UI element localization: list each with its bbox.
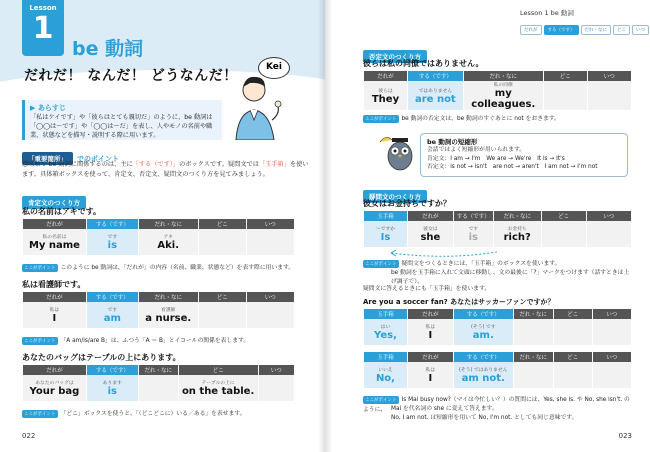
step-what: だれ・なに bbox=[581, 25, 612, 35]
ex1-heading: 私の名前はアキです。 bbox=[22, 207, 102, 216]
outline-box bbox=[22, 100, 222, 140]
a2-when-cell bbox=[592, 362, 631, 388]
q-do-cell: です is bbox=[453, 221, 493, 247]
col-who: だれが bbox=[23, 292, 87, 302]
col-when: いつ bbox=[586, 211, 631, 221]
a1-where-cell bbox=[553, 319, 592, 345]
q-table bbox=[363, 211, 631, 247]
col-where: どこ bbox=[178, 365, 258, 375]
col-what: だれ・なに bbox=[493, 211, 541, 221]
a2-who-cell: 私は I bbox=[407, 362, 453, 388]
col-what: だれ・なに bbox=[138, 292, 198, 302]
a2-what-cell bbox=[513, 362, 553, 388]
q-intro: 疑問文に答えるときにも「玉手箱」を使います。 bbox=[363, 286, 491, 292]
col-do: する（です） bbox=[453, 211, 493, 221]
ex3-table bbox=[22, 365, 294, 401]
ex3-do-cell: あります is bbox=[86, 375, 138, 401]
short-form-line2: 肯定文：I am → I'm We are → We're It is → It's bbox=[427, 155, 565, 162]
col-do: する（です） bbox=[407, 71, 463, 81]
q-note-1: ここがポイント 疑問文をつくるときには、「玉手箱」のボックスを使います。 bbox=[365, 261, 561, 267]
neg-where-cell bbox=[543, 81, 587, 110]
neg-do-cell: ではありません are not bbox=[407, 81, 463, 110]
ex2-table bbox=[22, 292, 294, 328]
col-who: だれが bbox=[23, 219, 87, 229]
ex3-note: ここがポイント 「どこ」ボックスを使うと、「（どこどこに）いる／ある」を表せます。 bbox=[24, 411, 246, 417]
short-form-line3: 否定文：is not → isn't are not → aren't I am not → I'm not bbox=[427, 164, 598, 170]
ex1-who-cell: 私の名前は My name bbox=[23, 229, 87, 255]
step-who: だれが bbox=[520, 25, 542, 35]
neg-who-cell: 彼らは They bbox=[364, 81, 408, 110]
col-where: どこ bbox=[553, 352, 592, 362]
point-tag: 「重要箇所」 bbox=[22, 152, 73, 165]
col-who: だれが bbox=[407, 309, 453, 319]
col-when: いつ bbox=[592, 352, 631, 362]
q-what-cell: お金持ち rich? bbox=[493, 221, 541, 247]
a-note-2: Mai を代名詞の she に変えて答えます。 bbox=[391, 406, 498, 412]
neg-note: ここがポイント be 動詞の否定文は、be 動詞のすぐあとに not をおきます。 bbox=[365, 116, 560, 122]
a1-what-cell bbox=[513, 319, 553, 345]
col-where: どこ bbox=[198, 219, 246, 229]
a1-who-cell: 私は I bbox=[407, 319, 453, 345]
ex2-where-cell bbox=[198, 302, 246, 328]
a2-do-cell: (そう) ではありません am not. bbox=[453, 362, 513, 388]
col-do: する（です） bbox=[86, 365, 138, 375]
ex1-do-cell: です is bbox=[86, 229, 138, 255]
a2-where-cell bbox=[553, 362, 592, 388]
col-tamatebako: 玉手箱 bbox=[364, 211, 408, 221]
ex3-where-cell: テーブルの上に on the table. bbox=[178, 375, 258, 401]
ex1-table bbox=[22, 219, 294, 255]
ex1-what-cell: アキ Aki. bbox=[138, 229, 198, 255]
a1-tama-cell: はい Yes, bbox=[364, 319, 408, 345]
short-form-title: be 動詞の短縮形 bbox=[427, 138, 478, 146]
outline-text: 「私はケイです」や「彼らはとても親切だ」のように、be 動詞は「◯◯は〜です」や「◯◯は〜だ」を表し、人やモノの名前や職業、状態などを描写・説明する際に用います。 bbox=[30, 114, 213, 139]
affirm-tag: 肯定文のつくり方 bbox=[22, 196, 86, 209]
q-heading: 彼女はお金持ちですか？ bbox=[363, 199, 451, 208]
col-when: いつ bbox=[587, 71, 631, 81]
col-do: する（です） bbox=[453, 352, 513, 362]
neg-table bbox=[363, 71, 631, 110]
lesson-number: 1 bbox=[32, 11, 54, 46]
point-tag-suffix: でのポイント bbox=[77, 155, 119, 163]
answer-yes-table bbox=[363, 309, 631, 345]
col-who: だれが bbox=[407, 211, 453, 221]
col-where: どこ bbox=[543, 71, 587, 81]
neg-when-cell bbox=[587, 81, 631, 110]
ex2-what-cell: 看護師 a nurse. bbox=[138, 302, 198, 328]
step-when: いつ bbox=[632, 25, 649, 35]
col-who: だれが bbox=[407, 352, 453, 362]
a2-tama-cell: いいえ No, bbox=[364, 362, 408, 388]
ex2-note: ここがポイント 「A am/is/are B」は、ふつう「A ＝ B」とイコールの関係を表します。 bbox=[24, 338, 250, 344]
ex2-when-cell bbox=[246, 302, 294, 328]
col-what: だれ・なに bbox=[463, 71, 543, 81]
col-who: だれが bbox=[23, 365, 87, 375]
negative-tag: 否定文のつくり方 bbox=[363, 50, 427, 63]
col-where: どこ bbox=[541, 211, 586, 221]
col-do: する（です） bbox=[453, 309, 513, 319]
col-what: だれ・なに bbox=[513, 309, 553, 319]
col-what: だれ・なに bbox=[138, 365, 178, 375]
col-when: いつ bbox=[246, 219, 294, 229]
lesson-word: Lesson bbox=[29, 4, 57, 12]
short-form-box bbox=[420, 133, 628, 177]
ex3-what-cell bbox=[138, 375, 178, 401]
q-when-cell bbox=[586, 221, 631, 247]
point-text: 意味順で be 動詞に関係するのは、主に「する（です）」のボックスです。疑問文では「玉手箱」を使います。具体箱ボックスを使って、肯定文、否定文、疑問文のつくり方を見てみましょう。 bbox=[22, 161, 309, 178]
a-note-1: ここがポイント Is Mai busy now?（マイは今忙しい？）の質問には、Yes, she is. や No, she isn't. のように、 bbox=[363, 397, 630, 413]
neg-heading: 彼らは私の同僚ではありません。 bbox=[363, 59, 484, 68]
col-where: どこ bbox=[198, 292, 246, 302]
col-when: いつ bbox=[258, 365, 294, 375]
q-who-cell: 彼女は she bbox=[407, 221, 453, 247]
owl-mascot-icon bbox=[380, 130, 416, 172]
col-who: だれが bbox=[364, 71, 408, 81]
q-note-2: be 動詞を玉手箱に入れて文頭に移動し、文の最後に「?」マークをつけます（話すときは上げ調子で）。 bbox=[391, 270, 630, 285]
page-number-right: 023 bbox=[618, 432, 632, 440]
a1-when-cell bbox=[592, 319, 631, 345]
col-do: する（です） bbox=[86, 292, 138, 302]
ex3-when-cell bbox=[258, 375, 294, 401]
step-where: どこ bbox=[613, 25, 630, 35]
lesson-title: be 動詞 bbox=[72, 38, 144, 60]
kei-illustration-icon bbox=[228, 70, 288, 140]
col-when: いつ bbox=[592, 309, 631, 319]
q2-heading: Are you a soccer fan? あなたはサッカーファンですか？ bbox=[363, 298, 555, 306]
neg-what-cell: 私の同僚 my colleagues. bbox=[463, 81, 543, 110]
col-what: だれ・なに bbox=[138, 219, 198, 229]
col-do: する（です） bbox=[86, 219, 138, 229]
ex1-note: ここがポイント このように be 動詞は、「だれが」の内容（名前、職業、状態など）を表す際に用います。 bbox=[24, 265, 295, 271]
lesson-tab bbox=[22, 0, 64, 56]
move-arrow-icon bbox=[387, 250, 499, 258]
ex3-who-cell: あなたのバッグは Your bag bbox=[23, 375, 87, 401]
ex2-do-cell: です am bbox=[86, 302, 138, 328]
ex1-when-cell bbox=[246, 229, 294, 255]
a-note-3: No, I am not. は短縮形を用いて No, I'm not. としても同じ意味です。 bbox=[391, 415, 578, 421]
ex2-heading: 私は看護師です。 bbox=[22, 280, 86, 289]
step-do: する（です） bbox=[544, 25, 579, 35]
running-header: Lesson 1 be 動詞 bbox=[520, 9, 574, 17]
right-page bbox=[325, 0, 650, 452]
col-where: どこ bbox=[553, 309, 592, 319]
col-tamatebako: 玉手箱 bbox=[364, 309, 408, 319]
speech-bubble: Kei bbox=[258, 57, 290, 79]
a1-do-cell: (そう) です am. bbox=[453, 319, 513, 345]
col-what: だれ・なに bbox=[513, 352, 553, 362]
answer-no-table bbox=[363, 352, 631, 388]
ex2-who-cell: 私は I bbox=[23, 302, 87, 328]
page-number-left: 022 bbox=[22, 432, 36, 440]
question-tag: 疑問文のつくり方 bbox=[363, 190, 427, 203]
step-tabs bbox=[520, 25, 649, 35]
q-where-cell bbox=[541, 221, 586, 247]
col-when: いつ bbox=[246, 292, 294, 302]
lesson-subtitle: だれだ！ なんだ！ どうなんだ！ bbox=[24, 68, 238, 84]
arrow-icon: ▶ bbox=[30, 104, 38, 112]
outline-title: ▶ あらすじ bbox=[30, 104, 66, 112]
col-tamatebako: 玉手箱 bbox=[364, 352, 408, 362]
q-tama-cell: 〜ですか Is bbox=[364, 221, 408, 247]
ex3-heading: あなたのバッグはテーブルの上にあります。 bbox=[22, 353, 181, 362]
short-form-line1: 会話ではよく短縮形が用いられます。 bbox=[427, 147, 526, 153]
ex1-where-cell bbox=[198, 229, 246, 255]
